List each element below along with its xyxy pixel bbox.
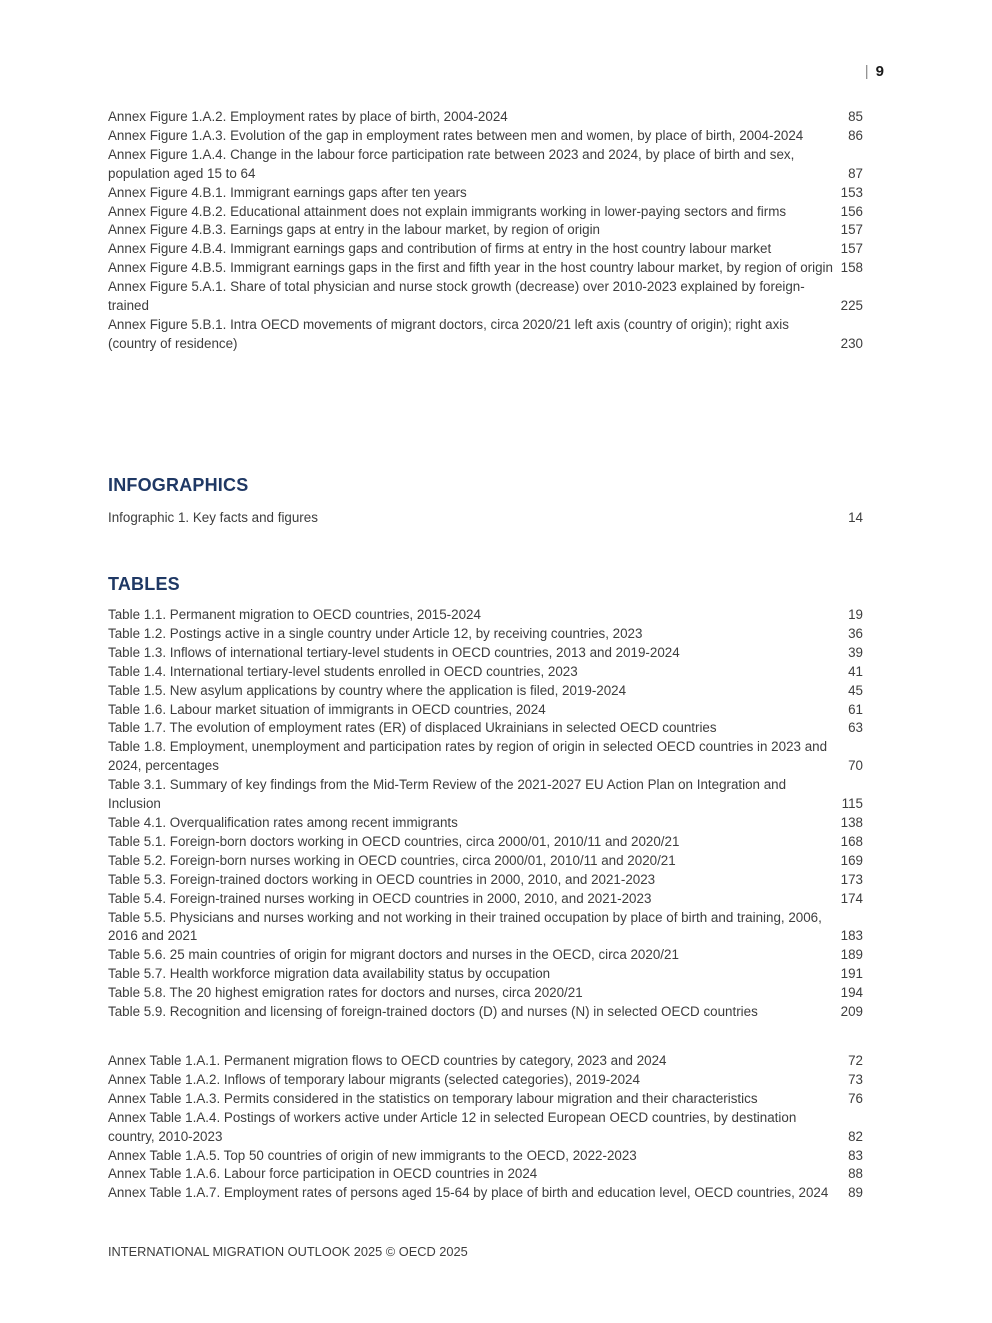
toc-entry[interactable]: [108, 833, 863, 852]
toc-entry-label: Table 1.3. Inflows of international tertiary-level students in OECD countries, 2013 and 2019-2024: [108, 644, 680, 660]
toc-entry-page: 191: [840, 966, 863, 982]
toc-entry-page: 138: [840, 814, 863, 830]
toc-entry-label: Annex Figure 1.A.4. Change in the labour force participation rate between 2023 and 2024, by place of birth and sex, population aged 15 to 64: [108, 146, 795, 181]
toc-entry-label: Annex Figure 4.B.3. Earnings gaps at entry in the labour market, by region of origin: [108, 222, 601, 238]
toc-entry[interactable]: [108, 108, 863, 127]
toc-entry[interactable]: [108, 909, 863, 947]
toc-entry-page: 157: [840, 222, 863, 238]
toc-entry-label: Annex Figure 4.B.1. Immigrant earnings gaps after ten years: [108, 184, 467, 200]
toc-entry-page: 88: [848, 1166, 863, 1182]
toc-entry-label: Table 5.9. Recognition and licensing of foreign-trained doctors (D) and nurses (N) in selected OECD countries: [108, 1004, 758, 1020]
toc-entry-page: 157: [840, 241, 863, 257]
page-footer: INTERNATIONAL MIGRATION OUTLOOK 2025 © OECD 2025: [108, 1244, 468, 1259]
toc-entry-label: Table 1.6. Labour market situation of immigrants in OECD countries, 2024: [108, 701, 546, 717]
tables-heading: TABLES: [108, 574, 180, 594]
toc-entry[interactable]: [108, 1003, 863, 1022]
toc-entry-label: Annex Table 1.A.1. Permanent migration flows to OECD countries by category, 2023 and 2024: [108, 1053, 667, 1068]
toc-entry-page: 230: [840, 335, 863, 351]
toc-entry[interactable]: [108, 203, 863, 222]
toc-entry-page: 19: [848, 607, 863, 622]
toc-entry-label: Table 5.2. Foreign-born nurses working in OECD countries, circa 2000/01, 2010/11 and 2020/21: [108, 852, 676, 868]
toc-entry-label: Annex Table 1.A.6. Labour force participation in OECD countries in 2024: [108, 1166, 538, 1182]
toc-entry-label: Table 1.8. Employment, unemployment and participation rates by region of origin in selected OECD countries in 2023 and 2024, percentages: [108, 739, 828, 774]
toc-entry[interactable]: [108, 701, 863, 720]
toc-entry-page: 115: [841, 796, 863, 812]
toc-entry-page: 158: [840, 260, 863, 276]
toc-entry-page: 209: [840, 1004, 863, 1020]
toc-entry-page: 174: [840, 890, 863, 906]
toc-entry[interactable]: [108, 278, 863, 316]
toc-entry[interactable]: [108, 1109, 863, 1147]
toc-entry[interactable]: [108, 221, 863, 240]
toc-entry-page: 183: [840, 928, 863, 944]
toc-entry-page: 70: [848, 758, 863, 774]
toc-entry-label: Infographic 1. Key facts and figures: [108, 510, 318, 525]
toc-entry[interactable]: [108, 965, 863, 984]
toc-entry[interactable]: [108, 663, 863, 682]
toc-entry[interactable]: [108, 625, 863, 644]
toc-entry[interactable]: [108, 316, 863, 354]
toc-entry-page: 85: [848, 109, 863, 124]
toc-entry-label: Annex Figure 4.B.5. Immigrant earnings gaps in the first and fifth year in the host country labour market, by region of origin: [108, 260, 833, 276]
toc-entry-page: 86: [848, 127, 863, 143]
toc-entry-label: Annex Table 1.A.7. Employment rates of persons aged 15-64 by place of birth and education level, OECD countries, 2024: [108, 1185, 829, 1201]
toc-entry[interactable]: [108, 644, 863, 663]
toc-entry-page: 89: [848, 1185, 863, 1201]
toc-entry[interactable]: [108, 1184, 863, 1203]
toc-entry[interactable]: [108, 259, 863, 278]
toc-entry-page: 189: [840, 947, 863, 963]
toc-entry-label: Annex Table 1.A.3. Permits considered in the statistics on temporary labour migration and their characteristics: [108, 1090, 758, 1106]
toc-entry-page: 14: [848, 510, 863, 525]
infographics-list: [108, 509, 863, 528]
toc-entry-label: Table 5.6. 25 main countries of origin for migrant doctors and nurses in the OECD, circa 2020/21: [108, 947, 679, 963]
toc-entry-label: Table 1.7. The evolution of employment rates (ER) of displaced Ukrainians in selected OECD countries: [108, 720, 717, 736]
toc-entry-page: 76: [848, 1090, 863, 1106]
toc-entry-label: Annex Figure 1.A.3. Evolution of the gap in employment rates between men and women, by place of birth, 2004-2024: [108, 127, 804, 143]
toc-entry[interactable]: [108, 1147, 863, 1166]
toc-entry-label: Annex Table 1.A.5. Top 50 countries of origin of new immigrants to the OECD, 2022-2023: [108, 1147, 637, 1163]
toc-entry-page: 168: [840, 833, 863, 849]
toc-entry-page: 41: [848, 663, 863, 679]
toc-entry[interactable]: [108, 509, 863, 528]
toc-entry-page: 169: [840, 852, 863, 868]
toc-entry-page: 45: [848, 682, 863, 698]
toc-entry[interactable]: [108, 890, 863, 909]
toc-entry-label: Annex Figure 4.B.4. Immigrant earnings gaps and contribution of firms at entry in the host country labour market: [108, 241, 772, 257]
toc-entry[interactable]: [108, 1090, 863, 1109]
toc-entry-page: 39: [848, 644, 863, 660]
toc-entry-label: Table 5.7. Health workforce migration data availability status by occupation: [108, 966, 551, 982]
toc-entry[interactable]: [108, 1052, 863, 1071]
toc-entry-page: 82: [848, 1128, 863, 1144]
toc-entry-page: 83: [848, 1147, 863, 1163]
toc-entry-label: Annex Figure 4.B.2. Educational attainment does not explain immigrants working in lower-paying sectors and firms: [108, 203, 787, 219]
toc-entry-label: Table 1.5. New asylum applications by country where the application is filed, 2019-2024: [108, 682, 627, 698]
toc-entry[interactable]: [108, 984, 863, 1003]
toc-entry[interactable]: [108, 871, 863, 890]
toc-entry-page: 153: [840, 184, 863, 200]
header-separator: |: [864, 63, 869, 80]
toc-entry-label: Table 1.2. Postings active in a single country under Article 12, by receiving countries, 2023: [108, 625, 643, 641]
toc-entry[interactable]: [108, 719, 863, 738]
toc-entry[interactable]: [108, 606, 863, 625]
toc-entry-label: Table 1.4. International tertiary-level students enrolled in OECD countries, 2023: [108, 663, 578, 679]
toc-entry[interactable]: [108, 814, 863, 833]
toc-entry[interactable]: [108, 127, 863, 146]
infographics-heading: INFOGRAPHICS: [108, 475, 249, 495]
toc-entry[interactable]: [108, 146, 863, 184]
toc-entry-label: Annex Figure 1.A.2. Employment rates by place of birth, 2004-2024: [108, 109, 508, 124]
toc-entry-label: Annex Table 1.A.2. Inflows of temporary labour migrants (selected categories), 2019-2024: [108, 1071, 640, 1087]
toc-entry-page: 72: [848, 1053, 863, 1068]
toc-entry-label: Table 5.4. Foreign-trained nurses working in OECD countries in 2000, 2010, and 2021-2023: [108, 890, 652, 906]
header-page-number: 9: [875, 63, 884, 80]
toc-entry-page: 156: [840, 203, 863, 219]
toc-entry-label: Table 5.1. Foreign-born doctors working in OECD countries, circa 2000/01, 2010/11 and 2020/21: [108, 833, 680, 849]
toc-entry[interactable]: [108, 852, 863, 871]
toc-entry[interactable]: [108, 240, 863, 259]
toc-entry[interactable]: [108, 682, 863, 701]
toc-entry-page: 61: [848, 701, 863, 717]
page-header: [865, 62, 884, 82]
toc-entry-label: Annex Figure 5.B.1. Intra OECD movements of migrant doctors, circa 2020/21 left axis (country of origin); right axis (country of residence): [108, 316, 789, 351]
toc-entry-label: Table 1.1. Permanent migration to OECD countries, 2015-2024: [108, 607, 481, 622]
toc-entry[interactable]: [108, 738, 863, 776]
toc-entry-label: Table 5.5. Physicians and nurses working and not working in their trained occupation by place of birth and training, 2006, 2016 and 2021: [108, 909, 822, 944]
toc-entry-page: 225: [840, 298, 863, 314]
tables-list: [108, 606, 863, 1022]
toc-entry-label: Table 5.3. Foreign-trained doctors working in OECD countries in 2000, 2010, and 2021-2023: [108, 871, 656, 887]
toc-entry-label: Annex Figure 5.A.1. Share of total physician and nurse stock growth (decrease) over 2010-2023 explained by foreign-trained: [108, 279, 805, 314]
toc-entry[interactable]: [108, 184, 863, 203]
toc-entry-page: 73: [848, 1071, 863, 1087]
toc-entry[interactable]: [108, 776, 863, 814]
annex-figures-list: [108, 108, 863, 354]
toc-entry[interactable]: [108, 1165, 863, 1184]
toc-entry-page: 36: [848, 625, 863, 641]
toc-entry-page: 194: [840, 985, 863, 1001]
toc-entry[interactable]: [108, 1071, 863, 1090]
toc-entry-page: 63: [848, 720, 863, 736]
toc-entry-page: 173: [840, 871, 863, 887]
toc-entry-label: Table 4.1. Overqualification rates among recent immigrants: [108, 814, 458, 830]
toc-entry-label: Annex Table 1.A.4. Postings of workers active under Article 12 in selected European OECD countries, by destination country, 2010-2023: [108, 1109, 797, 1144]
toc-entry-page: 87: [848, 165, 863, 181]
toc-entry-label: Table 5.8. The 20 highest emigration rates for doctors and nurses, circa 2020/21: [108, 985, 583, 1001]
annex-tables-list: [108, 1052, 863, 1203]
toc-entry[interactable]: [108, 946, 863, 965]
toc-entry-label: Table 3.1. Summary of key findings from the Mid-Term Review of the 2021-2027 EU Action Plan on Integration and Inclusion: [108, 777, 787, 812]
